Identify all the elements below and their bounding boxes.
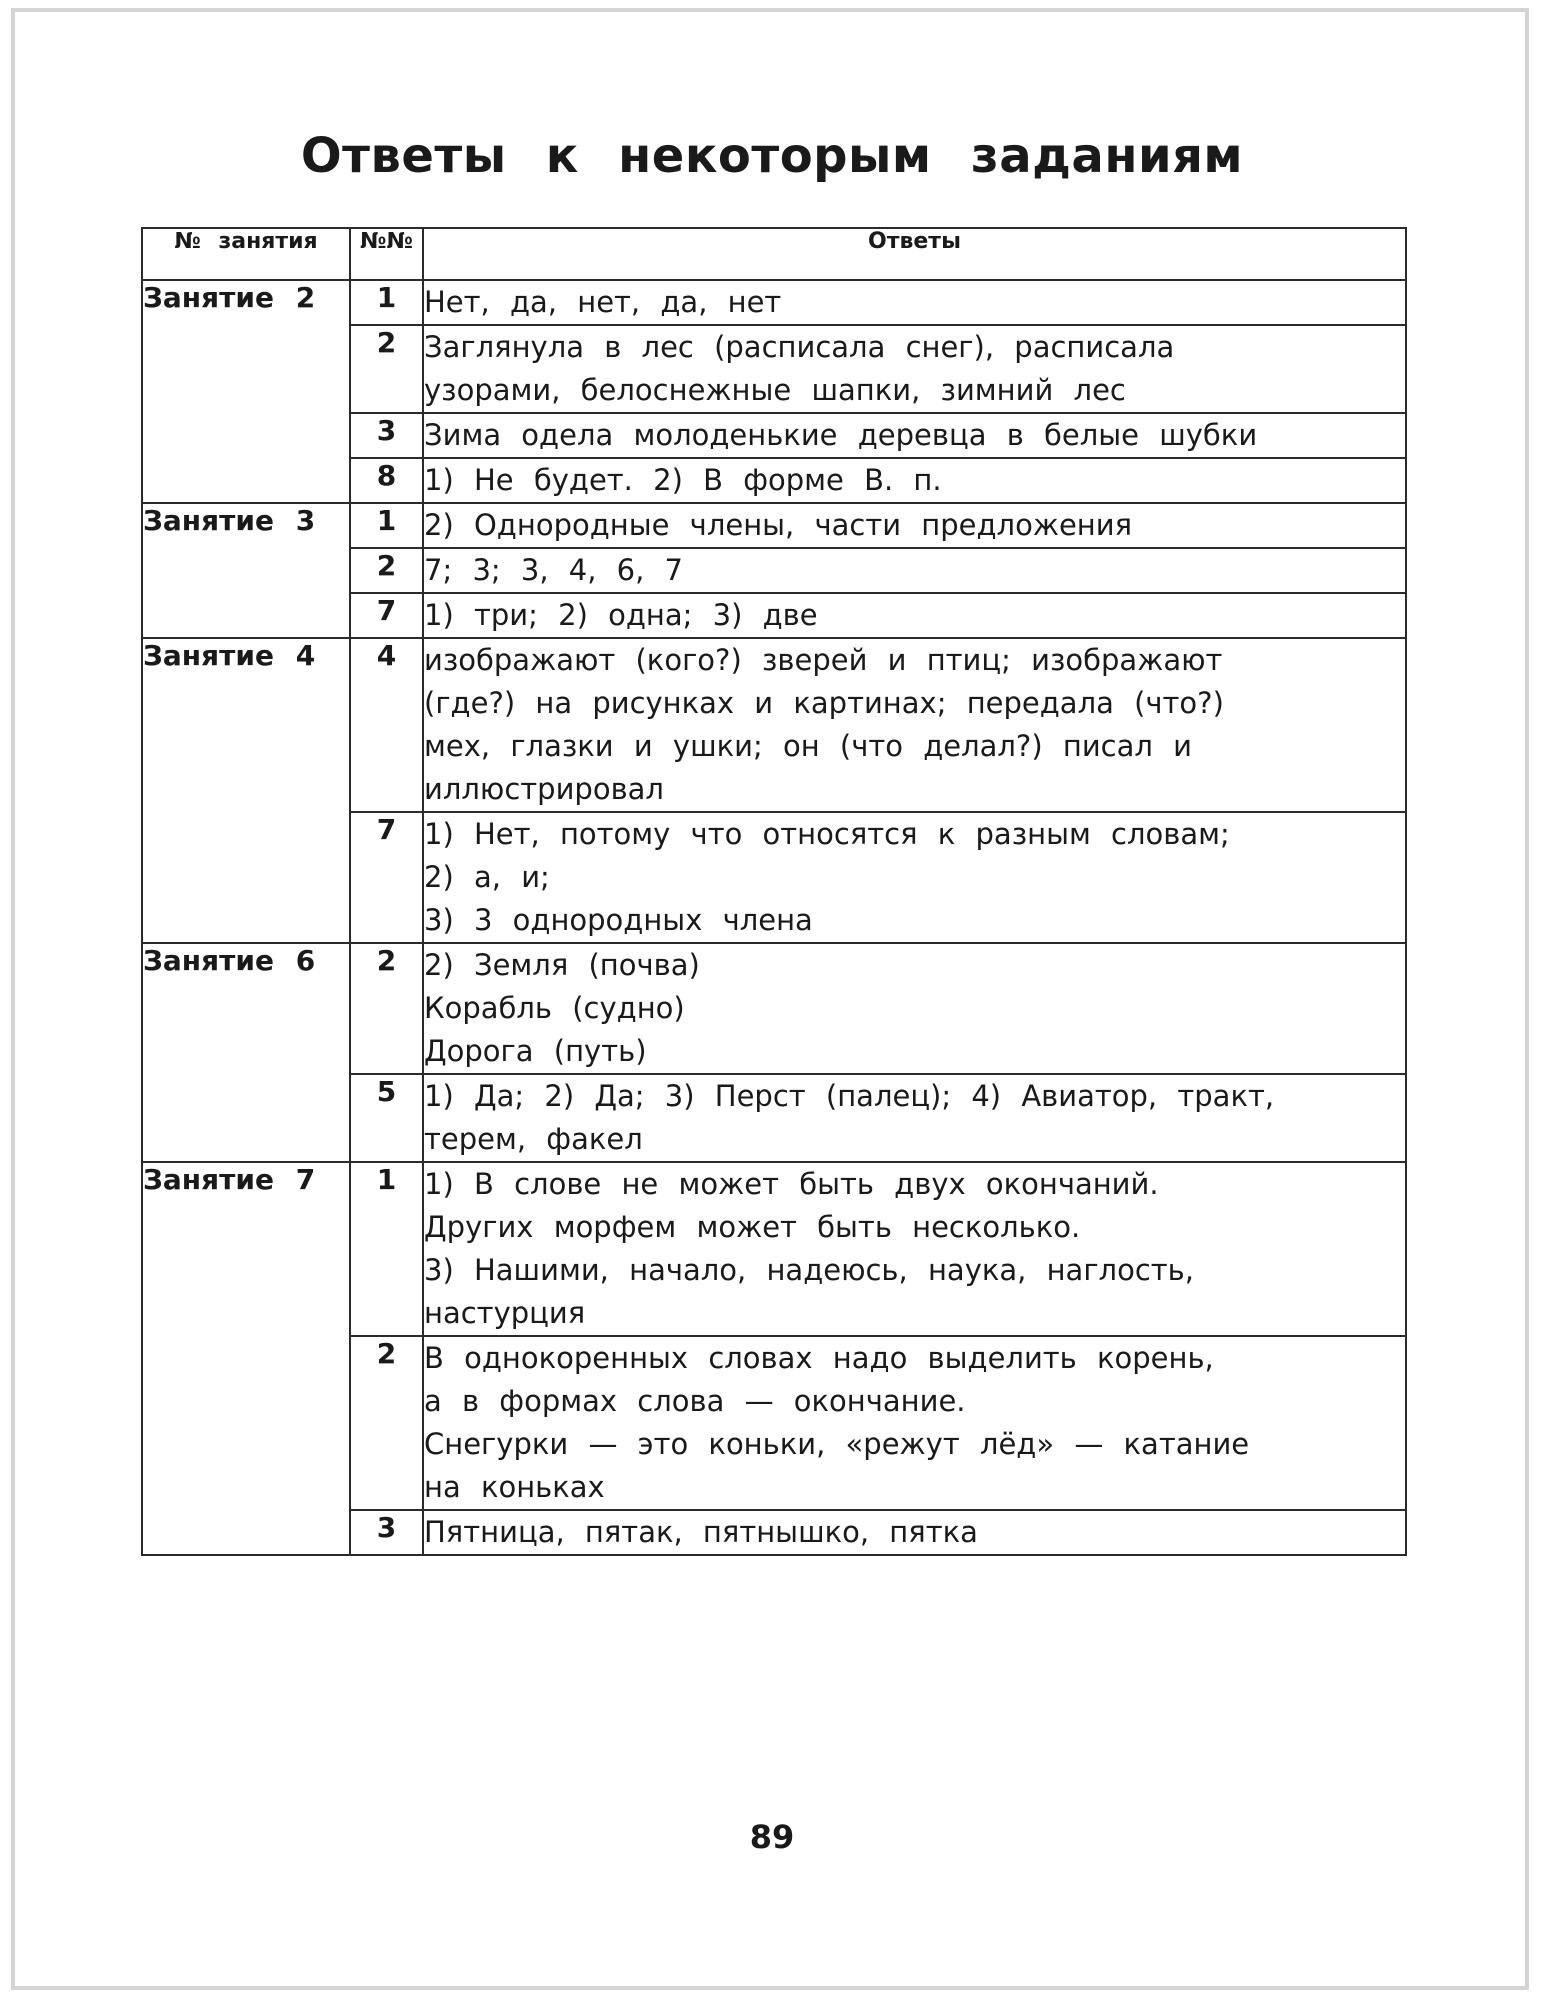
answer-line: Пятница, пятак, пятнышко, пятка <box>424 1515 978 1549</box>
task-number: 2 <box>350 1336 423 1510</box>
task-number: 3 <box>350 1510 423 1555</box>
task-number: 3 <box>350 413 423 458</box>
answer-line: Снегурки — это коньки, «режут лёд» — катание <box>424 1427 1250 1461</box>
answer-line: изображают (кого?) зверей и птиц; изображают <box>424 643 1223 677</box>
answer-line: 2) Земля (почва) <box>424 948 700 982</box>
lesson-label: Занятие 2 <box>142 280 350 503</box>
answer-cell <box>423 1162 1406 1336</box>
answer-line: на коньках <box>424 1470 605 1504</box>
answer-cell <box>423 943 1406 1074</box>
answer-line: 7; 3; 3, 4, 6, 7 <box>424 553 683 587</box>
answers-table <box>141 227 1407 1556</box>
answer-line: 1) три; 2) одна; 3) две <box>424 598 818 632</box>
answer-line: 3) 3 однородных члена <box>424 903 813 937</box>
answer-cell <box>423 593 1406 638</box>
table-row <box>142 638 1406 812</box>
answer-line: (где?) на рисунках и картинах; передала (что?) <box>424 686 1224 720</box>
answer-line: Зима одела молоденькие деревца в белые шубки <box>424 418 1258 452</box>
answer-line: терем, факел <box>424 1122 643 1156</box>
task-number: 7 <box>350 593 423 638</box>
lesson-label: Занятие 7 <box>142 1162 350 1555</box>
answer-line: 1) В слове не может быть двух окончаний. <box>424 1167 1159 1201</box>
task-number: 2 <box>350 325 423 413</box>
task-number: 4 <box>350 638 423 812</box>
table-row <box>142 1162 1406 1336</box>
answer-line: 2) Однородные члены, части предложения <box>424 508 1133 542</box>
page-title: Ответы к некоторым заданиям <box>300 128 1244 184</box>
answer-cell <box>423 413 1406 458</box>
answer-line: а в формах слова — окончание. <box>424 1384 966 1418</box>
answer-cell <box>423 548 1406 593</box>
task-number: 1 <box>350 1162 423 1336</box>
task-number: 1 <box>350 280 423 325</box>
answer-line: В однокоренных словах надо выделить корень, <box>424 1341 1214 1375</box>
answer-cell <box>423 503 1406 548</box>
answer-line: Корабль (судно) <box>424 991 685 1025</box>
answer-line: иллюстрировал <box>424 772 664 806</box>
answer-line: 3) Нашими, начало, надеюсь, наука, наглость, <box>424 1253 1194 1287</box>
answer-line: Дорога (путь) <box>424 1034 647 1068</box>
header-number: №№ <box>350 228 423 280</box>
answer-line: настурция <box>424 1296 586 1330</box>
answer-line: 1) Нет, потому что относятся к разным словам; <box>424 817 1230 851</box>
answer-line: мех, глазки и ушки; он (что делал?) писал и <box>424 729 1192 763</box>
task-number: 7 <box>350 812 423 943</box>
table-row <box>142 943 1406 1074</box>
answer-cell <box>423 1336 1406 1510</box>
answer-line: Заглянула в лес (расписала снег), расписала <box>424 330 1175 364</box>
answers-table-body <box>142 280 1406 1555</box>
answer-cell <box>423 638 1406 812</box>
header-lesson: № занятия <box>142 228 350 280</box>
answer-line: 1) Не будет. 2) В форме В. п. <box>424 463 942 497</box>
table-header-row <box>142 228 1406 280</box>
header-answers: Ответы <box>423 228 1406 280</box>
table-row <box>142 503 1406 548</box>
answer-line: 1) Да; 2) Да; 3) Перст (палец); 4) Авиатор, тракт, <box>424 1079 1275 1113</box>
task-number: 8 <box>350 458 423 503</box>
answer-line: 2) а, и; <box>424 860 550 894</box>
answer-line: Других морфем может быть несколько. <box>424 1210 1081 1244</box>
task-number: 2 <box>350 548 423 593</box>
answer-line: Нет, да, нет, да, нет <box>424 285 782 319</box>
answer-cell <box>423 280 1406 325</box>
lesson-label: Занятие 4 <box>142 638 350 943</box>
answer-cell <box>423 458 1406 503</box>
answer-cell <box>423 812 1406 943</box>
lesson-label: Занятие 6 <box>142 943 350 1162</box>
task-number: 2 <box>350 943 423 1074</box>
lesson-label: Занятие 3 <box>142 503 350 638</box>
answer-cell <box>423 1074 1406 1162</box>
answer-cell <box>423 1510 1406 1555</box>
table-row <box>142 280 1406 325</box>
task-number: 1 <box>350 503 423 548</box>
answer-line: узорами, белоснежные шапки, зимний лес <box>424 373 1126 407</box>
page-number: 89 <box>749 1818 795 1856</box>
task-number: 5 <box>350 1074 423 1162</box>
answer-cell <box>423 325 1406 413</box>
